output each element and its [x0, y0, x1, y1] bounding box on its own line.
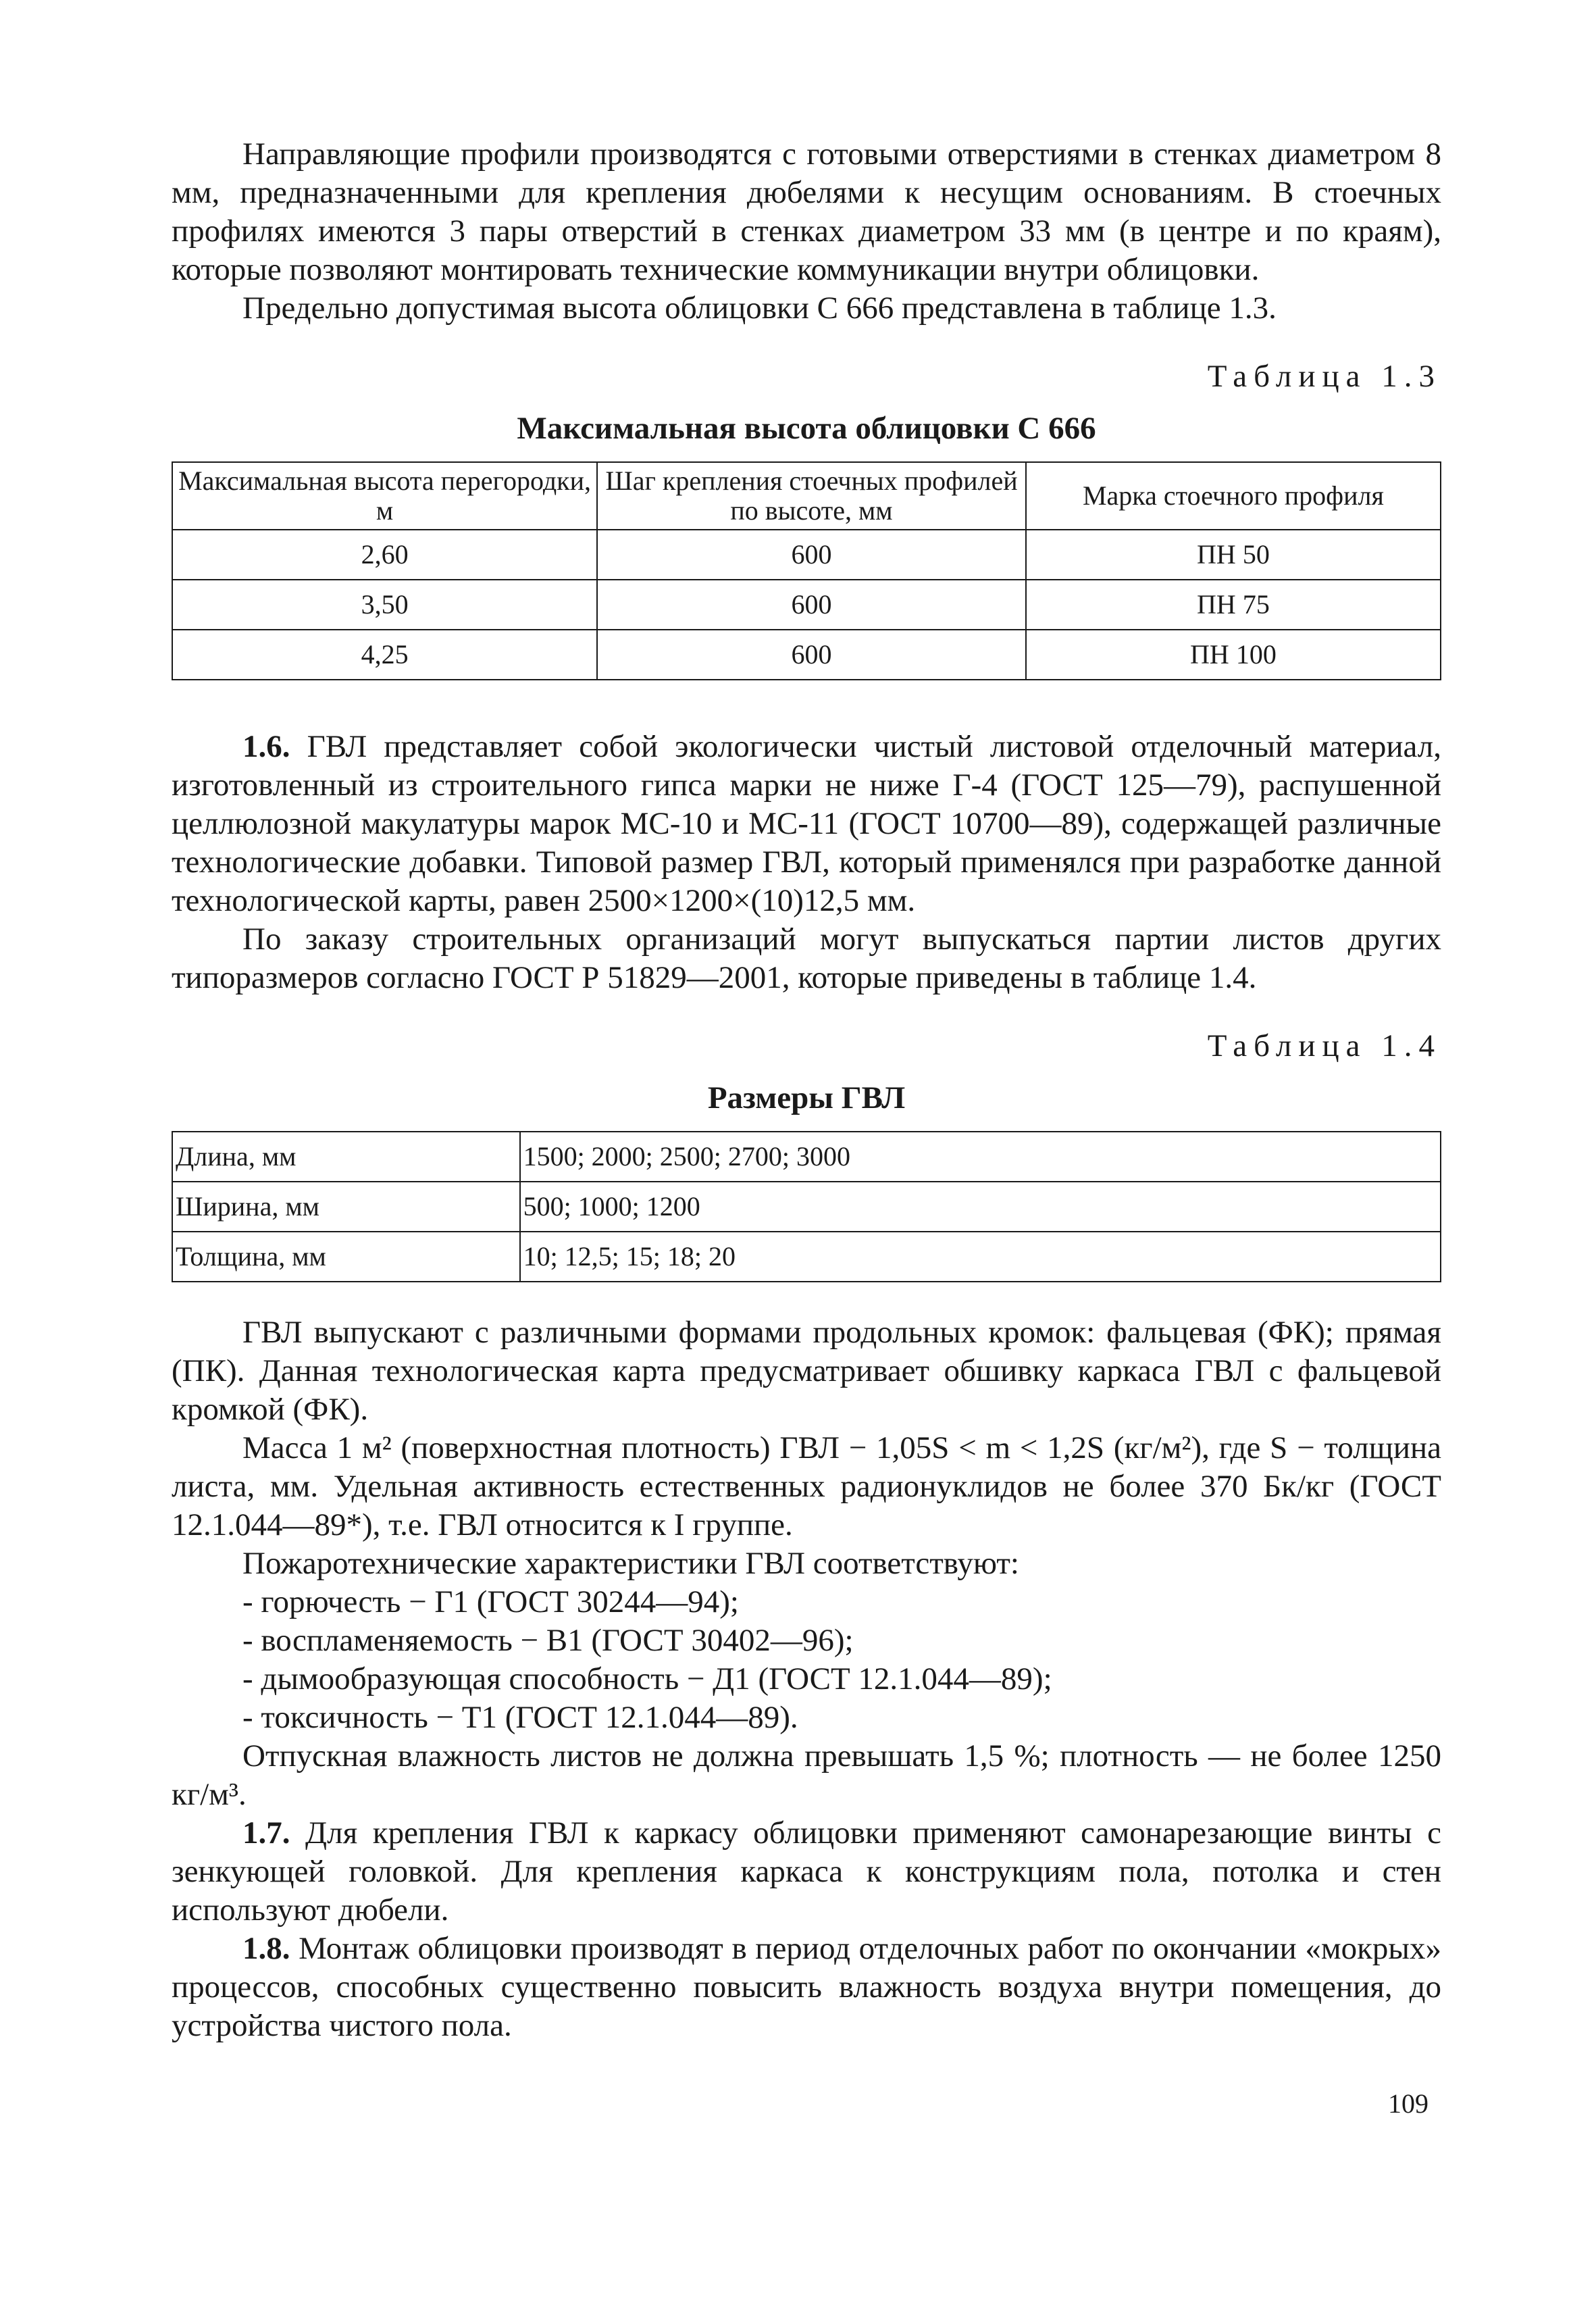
table-1-3 — [172, 461, 1441, 680]
section-text: Монтаж облицовки производят в период отделочных работ по окончании «мокрых» процессов, способных существенно повысить влажность воздуха внутри помещения, до устройства чистого пола. — [172, 1931, 1441, 2043]
paragraph-fire-intro: Пожаротехнические характеристики ГВЛ соответствуют: — [242, 1546, 1019, 1581]
table-cell: ПН 50 — [1026, 530, 1441, 580]
table-cell: Ширина, мм — [172, 1182, 520, 1232]
table-row — [172, 580, 1441, 630]
paragraph-profiles: Направляющие профили производятся с готовыми отверстиями в стенках диаметром 8 мм, предназначенными для крепления дюбелями к несущим основаниям. В стоечных профилях имеются 3 пары отверстий в стенках диаметром 33 мм (в центре и по краям), которые позволяют монтировать технические коммуникации внутри облицовки. — [172, 136, 1441, 287]
table-cell: 3,50 — [172, 580, 597, 630]
table-cell: 600 — [597, 530, 1026, 580]
table-cell: 1500; 2000; 2500; 2700; 3000 — [520, 1132, 1441, 1182]
table-row — [172, 1182, 1441, 1232]
page-content — [172, 135, 1441, 2045]
paragraph-mass: Масса 1 м² (поверхностная плотность) ГВЛ − 1,05S < m < 1,2S (кг/м²), где S − толщина листа, мм. Удельная активность естественных радионуклидов не более 370 Бк/кг (ГОСТ 12.1.044—89*), т.е. ГВЛ относится к I группе. — [172, 1430, 1441, 1542]
table-header-cell: Максимальная высота перегородки, м — [172, 462, 597, 530]
table-cell: 10; 12,5; 15; 18; 20 — [520, 1232, 1441, 1282]
table-cell: 600 — [597, 630, 1026, 680]
table-1-3-title: Максимальная высота облицовки С 666 — [517, 411, 1096, 446]
page-number: 109 — [1388, 2088, 1428, 2119]
paragraph-order: По заказу строительных организаций могут выпускаться партии листов других типоразмеров согласно ГОСТ Р 51829—2001, которые приведены в таблице 1.4. — [172, 922, 1441, 995]
table-header-cell: Марка стоечного профиля — [1026, 462, 1441, 530]
paragraph-humidity: Отпускная влажность листов не должна превышать 1,5 %; плотность — не более 1250 кг/м³. — [172, 1738, 1441, 1812]
table-1-4 — [172, 1131, 1441, 1282]
section-text: Для крепления ГВЛ к каркасу облицовки применяют самонарезающие винты с зенкующей головкой. Для крепления каркаса к конструкциям пола, потолка и стен используют дюбели. — [172, 1815, 1441, 1928]
paragraph-edges: ГВЛ выпускают с различными формами продольных кромок: фальцевая (ФК); прямая (ПК). Данная технологическая карта предусматривает обшивку каркаса ГВЛ с фальцевой кромкой (ФК). — [172, 1315, 1441, 1427]
table-cell: 500; 1000; 1200 — [520, 1182, 1441, 1232]
paragraph-section-1-6 — [172, 728, 1441, 920]
table-cell: Толщина, мм — [172, 1232, 520, 1282]
section-number: 1.7. — [242, 1815, 290, 1851]
table-1-3-label: Таблица 1.3 — [1207, 359, 1441, 394]
table-row — [172, 630, 1441, 680]
table-1-4-label: Таблица 1.4 — [1207, 1028, 1441, 1063]
section-number: 1.6. — [242, 729, 290, 764]
table-cell: ПН 100 — [1026, 630, 1441, 680]
table-row — [172, 1132, 1441, 1182]
table-row — [172, 530, 1441, 580]
table-header-cell: Шаг крепления стоечных профилей по высоте, мм — [597, 462, 1026, 530]
list-item: - токсичность − Т1 (ГОСТ 12.1.044—89). — [242, 1700, 798, 1735]
list-item: - дымообразующая способность − Д1 (ГОСТ 12.1.044—89); — [242, 1661, 1052, 1696]
table-cell: ПН 75 — [1026, 580, 1441, 630]
paragraph-section-1-8 — [172, 1930, 1441, 2045]
table-row — [172, 1232, 1441, 1282]
table-cell: Длина, мм — [172, 1132, 520, 1182]
table-cell: 600 — [597, 580, 1026, 630]
paragraph-section-1-7 — [172, 1814, 1441, 1930]
list-item: - воспламеняемость − В1 (ГОСТ 30402—96); — [242, 1623, 854, 1658]
list-item: - горючесть − Г1 (ГОСТ 30244—94); — [242, 1584, 739, 1619]
table-cell: 2,60 — [172, 530, 597, 580]
section-number: 1.8. — [242, 1931, 290, 1966]
paragraph-table-ref: Предельно допустимая высота облицовки С 666 представлена в таблице 1.3. — [242, 291, 1277, 326]
table-header-row — [172, 462, 1441, 530]
table-cell: 4,25 — [172, 630, 597, 680]
table-1-4-title: Размеры ГВЛ — [707, 1080, 906, 1115]
section-text: ГВЛ представляет собой экологически чистый листовой отделочный материал, изготовленный из строительного гипса марки не ниже Г-4 (ГОСТ 125—79), распушенной целлюлозной макулатуры марок МС-10 и МС-11 (ГОСТ 10700—89), содержащей различные технологические добавки. Типовой размер ГВЛ, который применялся при разработке данной технологической карты, равен 2500×1200×(10)12,5 мм. — [172, 729, 1441, 918]
